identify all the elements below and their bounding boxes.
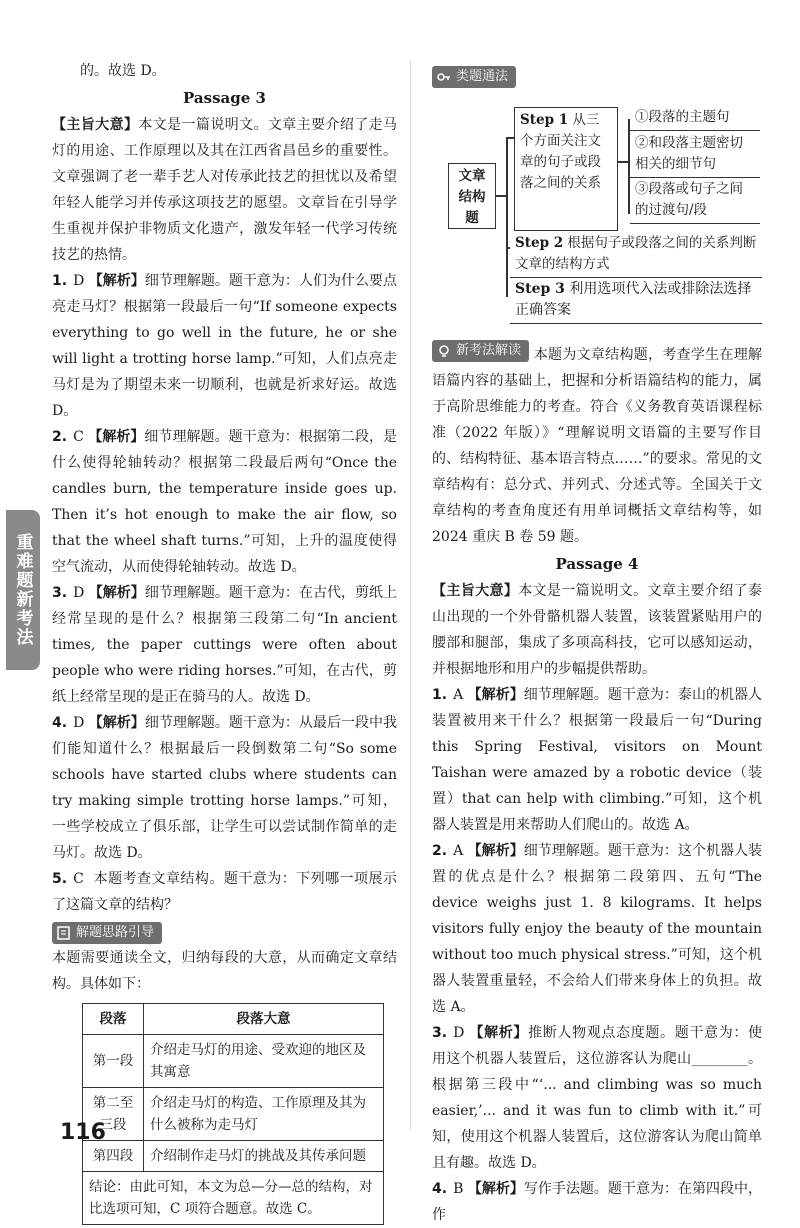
step3-text: 利用选项代入法或排除法选择正确答案 — [515, 281, 752, 318]
table-conclusion-row — [83, 1172, 384, 1225]
question-number: 1. — [52, 273, 68, 289]
table-header-summary: 段落大意 — [144, 1004, 384, 1035]
analysis-text: 推断人物观点态度题。题干意为：使用这个机器人装置后，这位游客认为爬山________。根据第三段中“‘... and climbing was so much easier,’... and it was fun to climb with it.”可知，使用这个机器人装置后，这位游客认为爬山简单且有趣。故选 D。 — [432, 1025, 763, 1171]
p4-main-idea — [432, 578, 762, 682]
analysis-text: 细节理解题。题干意为：人们为什么要点亮走马灯？根据第一段最后一句“If someone expects everything to go well in the future, he or she will light a trotting horse lamp.”可知，人们点亮走马灯是为了期望未来一切顺利，也就是祈求好运。故选 D。 — [52, 273, 398, 419]
table-cell-paragraph: 第四段 — [83, 1141, 144, 1172]
answer-letter: D — [73, 585, 85, 601]
analysis-tag: 【解析】 — [88, 429, 145, 445]
main-idea-text: 本文是一篇说明文。文章主要介绍了泰山出现的一个外骨骼机器人装置，该装置紧贴用户的腰部和腿部，集成了多项高科技，它可以感知运动，并根据地形和用户的步幅提供帮助。 — [432, 583, 763, 677]
question-2 — [52, 424, 397, 580]
passage4-title: Passage 4 — [555, 555, 639, 573]
answer-letter: A — [453, 687, 464, 703]
diagram-option-1: ①段落的主题句 — [630, 105, 760, 131]
guide-badge-label: 解题思路引导 — [76, 925, 155, 940]
column-divider — [410, 60, 411, 1130]
question-1 — [432, 682, 762, 838]
guide-text: 本题需要通读全文，归纳每段的大意，从而确定文章结构。具体如下： — [52, 950, 397, 992]
question-4 — [432, 1176, 762, 1228]
main-idea-label: 【主旨大意】 — [432, 583, 519, 599]
analysis-text: 写作手法题。题干意为：在第四段中，作 — [432, 1181, 763, 1223]
answer-letter: A — [453, 843, 464, 859]
left-column — [52, 58, 397, 1225]
analysis-text: 细节理解题。题干意为：从最后一段中我们能知道什么？根据最后一段倒数第二句“So some schools have started clubs where students can try making simple trotting horse lamps.”可知，一些学校成立了俱乐部，让学生可以尝试制作简单的走马灯。故选 D。 — [52, 715, 398, 861]
analysis-tag: 【解析】 — [467, 687, 524, 703]
page-number: 116 — [60, 1120, 106, 1145]
connector — [506, 137, 508, 297]
paragraph-table — [82, 1003, 384, 1225]
answer-letter: C — [73, 871, 84, 887]
method-diagram — [432, 97, 762, 287]
question-number: 3. — [432, 1025, 448, 1041]
new-exam-badge — [432, 340, 529, 362]
key-icon — [436, 69, 452, 85]
question-4 — [52, 710, 397, 866]
question-number: 5. — [52, 871, 68, 887]
answer-letter: B — [453, 1181, 464, 1197]
table-cell-paragraph: 第一段 — [83, 1035, 144, 1088]
main-idea-label: 【主旨大意】 — [52, 117, 139, 133]
diagram-step3 — [510, 277, 762, 324]
passage3-title: Passage 3 — [183, 89, 266, 107]
table-header-row — [83, 1004, 384, 1035]
guide-section — [52, 922, 397, 945]
step1-label: Step 1 — [520, 112, 569, 128]
method-badge-label: 类题通法 — [456, 69, 509, 84]
connector — [618, 161, 628, 163]
question-2 — [432, 838, 762, 1020]
analysis-tag: 【解析】 — [469, 1025, 529, 1041]
diagram-root: 文章结构题 — [448, 163, 496, 229]
diagram-step2 — [510, 231, 762, 278]
table-row — [83, 1141, 384, 1172]
step2-label: Step 2 — [515, 235, 564, 251]
analysis-text: 细节理解题。题干意为：这个机器人装置的优点是什么？根据第二段第四、五句“The device weighs just 1. 8 kilograms. It helps visitors fully enjoy the beauty of the mountain without too much physical stress.”可知，这个机器人装置重量轻，不会给人们带来身体上的负担。故选 A。 — [432, 843, 763, 1015]
table-row — [83, 1035, 384, 1088]
guide-badge — [52, 922, 162, 944]
diagram-option-2: ②和段落主题密切相关的细节句 — [630, 131, 760, 178]
answer-letter: D — [453, 1025, 465, 1041]
analysis-text: 细节理解题。题干意为：泰山的机器人装置被用来干什么？根据第一段最后一句“During this Spring Festival, visitors on Mount Taishan were amazed by a robotic device（装置）that can help with climbing.”可知，这个机器人装置是用来帮助人们爬山的。故选 A。 — [432, 687, 763, 833]
table-row — [83, 1088, 384, 1141]
notebook-icon — [56, 925, 72, 941]
diagram-step1 — [514, 107, 618, 231]
answer-letter: D — [73, 273, 85, 289]
right-column — [432, 66, 762, 1228]
main-idea-text: 本文是一篇说明文。文章主要介绍了走马灯的用途、工作原理以及其在江西省昌邑乡的重要性。文章强调了老一辈手艺人对传承此技艺的担忧以及希望年轻人能学习并传承这项技艺的愿望。文章旨在引导学生重视并保护非物质文化遗产，激发年轻一代学习传统技艺的热情。 — [52, 117, 398, 263]
analysis-tag: 【解析】 — [88, 715, 145, 731]
new-exam-text: 本题为文章结构题，考查学生在理解语篇内容的基础上，把握和分析语篇结构的能力，属于高阶思维能力的考查。符合《义务教育英语课程标准（2022 年版）》“理解说明文语篇的主要写作目的、结构特征、基本语言特点……”的要求。常见的文章结构有：总分式、并列式、分述式等。全国关于文章结构的考查角度还有用单词概括文章结构等，如 2024 重庆 B 卷 59 题。 — [432, 347, 762, 545]
new-exam-badge-label: 新考法解读 — [456, 343, 522, 358]
analysis-text: 细节理解题。题干意为：在古代，剪纸上经常呈现的是什么？根据第三段第二句“In ancient times, the paper cuttings were often about people who were riding horses.”可知，在古代，剪纸上经常呈现的是正在骑马的人。故选 D。 — [52, 585, 398, 705]
analysis-tag: 【解析】 — [88, 273, 145, 289]
connector — [506, 137, 514, 139]
question-number: 2. — [432, 843, 448, 859]
diagram-option-3: ③段落或句子之间的过渡句/段 — [630, 177, 760, 224]
analysis-tag: 【解析】 — [88, 585, 145, 601]
analysis-tag: 【解析】 — [467, 1181, 524, 1197]
answer-letter: D — [73, 715, 85, 731]
table-cell-paragraph: 第二至三段 — [83, 1088, 144, 1141]
connector — [496, 195, 506, 197]
question-3 — [432, 1020, 762, 1176]
question-text: 本题考查文章结构。题干意为：下列哪一项展示了这篇文章的结构？ — [52, 871, 397, 913]
question-number: 4. — [52, 715, 68, 731]
question-5 — [52, 866, 397, 918]
question-number: 2. — [52, 429, 68, 445]
bulb-icon — [436, 343, 452, 359]
step3-label: Step 3 — [515, 281, 565, 297]
analysis-tag: 【解析】 — [467, 843, 524, 859]
new-exam-section — [432, 340, 762, 550]
step1-text: 从三个方面关注文章的句子或段落之间的关系 — [520, 112, 601, 191]
question-1 — [52, 268, 397, 424]
analysis-text: 细节理解题。题干意为：根据第二段，是什么使得轮轴转动？根据第二段最后两句“Once the candles burn, the temperature inside goes up. Then it’s hot enough to make the air flow, so that the wheel shaft turns.”可知，上升的温度使得空气流动，从而使得轮轴转动。故选 D。 — [52, 429, 398, 575]
question-number: 3. — [52, 585, 68, 601]
table-header-paragraph: 段落 — [83, 1004, 144, 1035]
answer-letter: C — [73, 429, 84, 445]
method-badge — [432, 66, 516, 88]
table-cell-summary: 介绍走马灯的用途、受欢迎的地区及其寓意 — [144, 1035, 384, 1088]
table-cell-summary: 介绍走马灯的构造、工作原理及其为什么被称为走马灯 — [144, 1088, 384, 1141]
section-side-tab: 重难题新考法 — [6, 510, 40, 670]
question-3 — [52, 580, 397, 710]
carryover-line: 的。故选 D。 — [80, 63, 166, 79]
step2-text: 根据句子或段落之间的关系判断文章的结构方式 — [515, 235, 757, 272]
table-conclusion: 结论：由此可知，本文为总—分—总的结构，对比选项可知，C 项符合题意。故选 C。 — [83, 1172, 384, 1225]
question-number: 1. — [432, 687, 448, 703]
question-number: 4. — [432, 1181, 448, 1197]
p3-main-idea — [52, 112, 397, 268]
table-cell-summary: 介绍制作走马灯的挑战及其传承问题 — [144, 1141, 384, 1172]
